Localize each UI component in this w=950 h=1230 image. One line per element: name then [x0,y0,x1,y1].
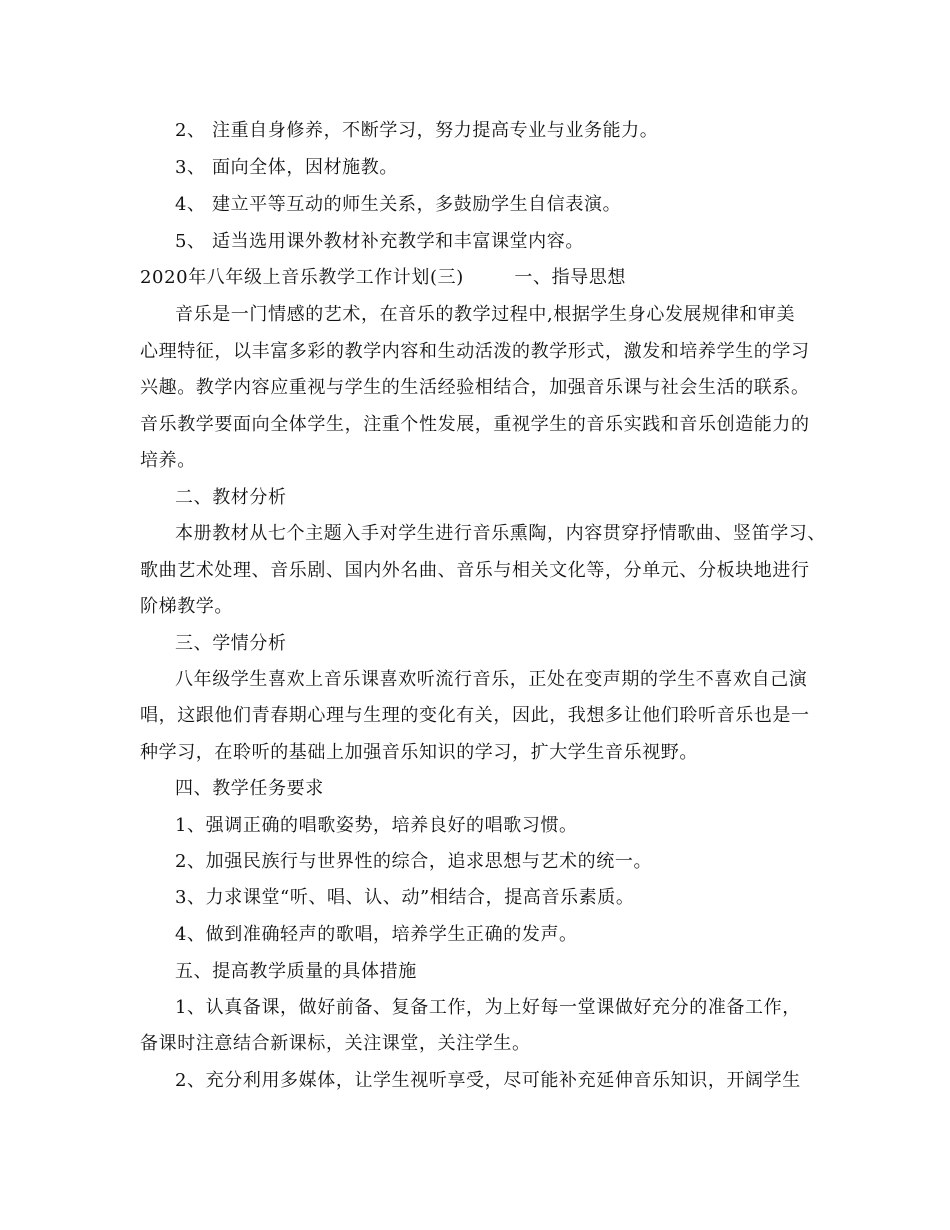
paragraph-line: 种学习，在聆听的基础上加强音乐知识的学习，扩大学生音乐视野。 [140,742,698,763]
paragraph-line: 八年级学生喜欢上音乐课喜欢听流行音乐，正处在变声期的学生不喜欢自己演 [175,669,808,690]
list-item-5: 5、 适当选用课外教材补充教学和丰富课堂内容。 [175,231,584,252]
list-item-2: 2、 注重自身修养，不断学习，努力提高专业与业务能力。 [175,120,659,141]
paragraph-line: 音乐是一门情感的艺术，在音乐的教学过程中,根据学生身心发展规律和审美 [175,304,796,325]
paragraph-line: 歌曲艺术处理、音乐剧、国内外名曲、音乐与相关文化等，分单元、分板块地进行 [140,560,810,581]
list-item: 1、强调正确的唱歌姿势，培养良好的唱歌习惯。 [175,815,578,836]
list-item-4: 4、 建立平等互动的师生关系，多鼓励学生自信表演。 [175,194,622,215]
paragraph-line: 阶梯教学。 [140,596,233,617]
section-heading: 四、教学任务要求 [175,778,324,799]
section-heading: 二、教材分析 [175,487,287,508]
paragraph-line: 培养。 [140,450,196,471]
list-item: 1、认真备课，做好前备、复备工作，为上好每一堂课做好充分的准备工作， [175,997,801,1018]
list-item: 4、做到准确轻声的歌唱，培养学生正确的发声。 [175,924,578,945]
paragraph-line: 心理特征，以丰富多彩的教学内容和生动活泼的教学形式，激发和培养学生的学习 [140,341,810,362]
list-item: 2、加强民族行与世界性的综合，追求思想与艺术的统一。 [175,851,653,872]
list-item: 3、力求课堂“听、唱、认、动”相结合，提高音乐素质。 [175,887,635,908]
document-title-line: 2020年八年级上音乐教学工作计划(三) 一、指导思想 [140,267,627,288]
paragraph-line: 兴趣。教学内容应重视与学生的生活经验相结合，加强音乐课与社会生活的联系。 [140,377,810,398]
paragraph-line: 备课时注意结合新课标，关注课堂，关注学生。 [140,1033,531,1054]
paragraph-line: 音乐教学要面向全体学生，注重个性发展，重视学生的音乐实践和音乐创造能力的 [140,414,810,435]
list-item: 2、充分利用多媒体，让学生视听享受，尽可能补充延伸音乐知识，开阔学生 [175,1070,801,1091]
paragraph-line: 唱，这跟他们青春期心理与生理的变化有关，因此，我想多让他们聆听音乐也是一 [140,705,810,726]
list-item-3: 3、 面向全体，因材施教。 [175,157,398,178]
section-heading: 三、学情分析 [175,633,287,654]
section-heading: 五、提高教学质量的具体措施 [175,961,417,982]
paragraph-line: 本册教材从七个主题入手对学生进行音乐熏陶，内容贯穿抒情歌曲、竖笛学习、 [175,523,826,544]
